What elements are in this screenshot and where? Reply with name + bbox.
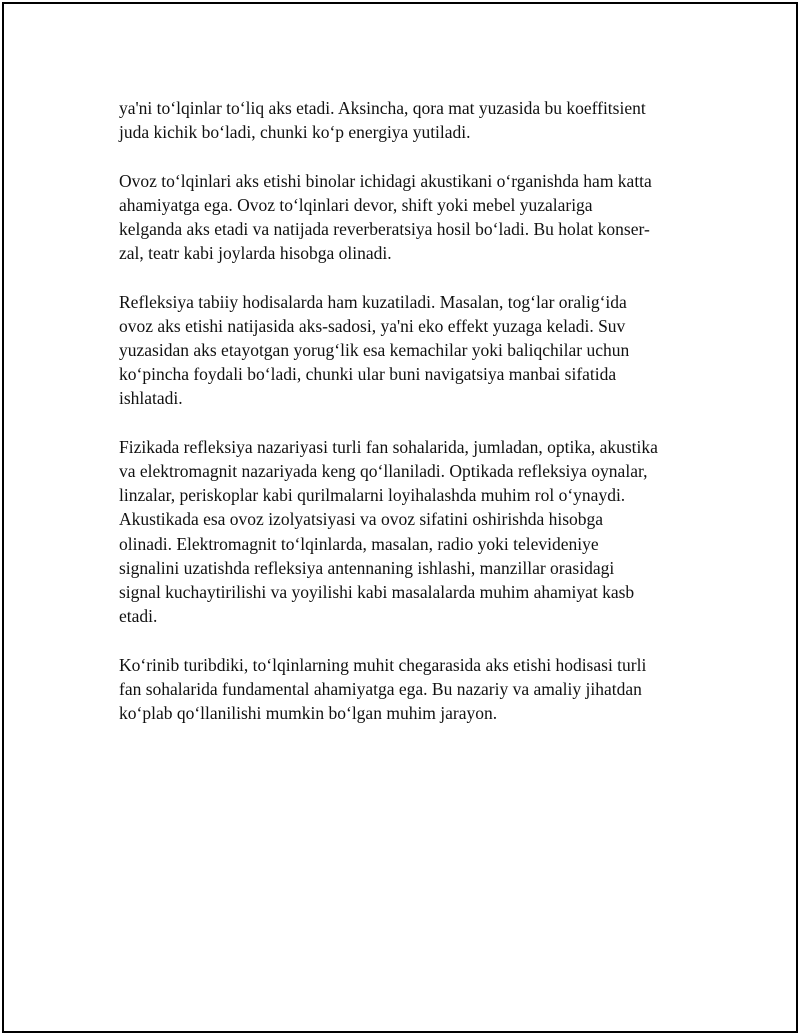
document-body <box>119 96 694 749</box>
paragraph-5: Ko‘rinib turibdiki, to‘lqinlarning muhit chegarasida aks etishi hodisasi turli fan sohalarida fundamental ahamiyatga ega. Bu nazariy va amaliy jihatdan ko‘plab qo‘llanilishi mumkin bo‘lgan muhim jarayon. <box>119 654 647 724</box>
paragraph-1: ya'ni to‘lqinlar to‘liq aks etadi. Aksincha, qora mat yuzasida bu koeffitsient juda kichik bo‘ladi, chunki ko‘p energiya yutiladi. <box>119 98 646 143</box>
paragraph-2: Ovoz to‘lqinlari aks etishi binolar ichidagi akustikani o‘rganishda ham katta ahamiyatga ega. Ovoz to‘lqinlari devor, shift yoki mebel yuzalariga kelganda aks etadi va natijada reverberatsiya hosil bo‘ladi. Bu holat konser- zal, teatr kabi joylarda hisobga olinadi. <box>119 170 652 264</box>
paragraph-3: Refleksiya tabiiy hodisalarda ham kuzatiladi. Masalan, tog‘lar oralig‘ida ovoz aks etishi natijasida aks-sadosi, ya'ni eko effekt yuzaga keladi. Suv yuzasidan aks etayotgan yorug‘lik esa kemachilar yoki baliqchilar uchun ko‘pincha foydali bo‘ladi, chunki ular buni navigatsiya manbai sifatida ishlatadi. <box>119 291 630 409</box>
document-page <box>2 2 798 1033</box>
paragraph-4: Fizikada refleksiya nazariyasi turli fan sohalarida, jumladan, optika, akustika va elektromagnit nazariyada keng qo‘llaniladi. Optikada refleksiya oynalar, linzalar, periskoplar kabi qurilmalarni loyihalashda muhim rol o‘ynaydi. Akustikada esa ovoz izolyatsiyasi va ovoz sifatini oshirishda hisobga olinadi. Elektromagnit to‘lqinlarda, masalan, radio yoki televideniye signalini uzatishda refleksiya antennaning ishlashi, manzillar orasidagi signal kuchaytirilishi va yoyilishi kabi masalalarda muhim ahamiyat kasb etadi. <box>119 436 658 627</box>
